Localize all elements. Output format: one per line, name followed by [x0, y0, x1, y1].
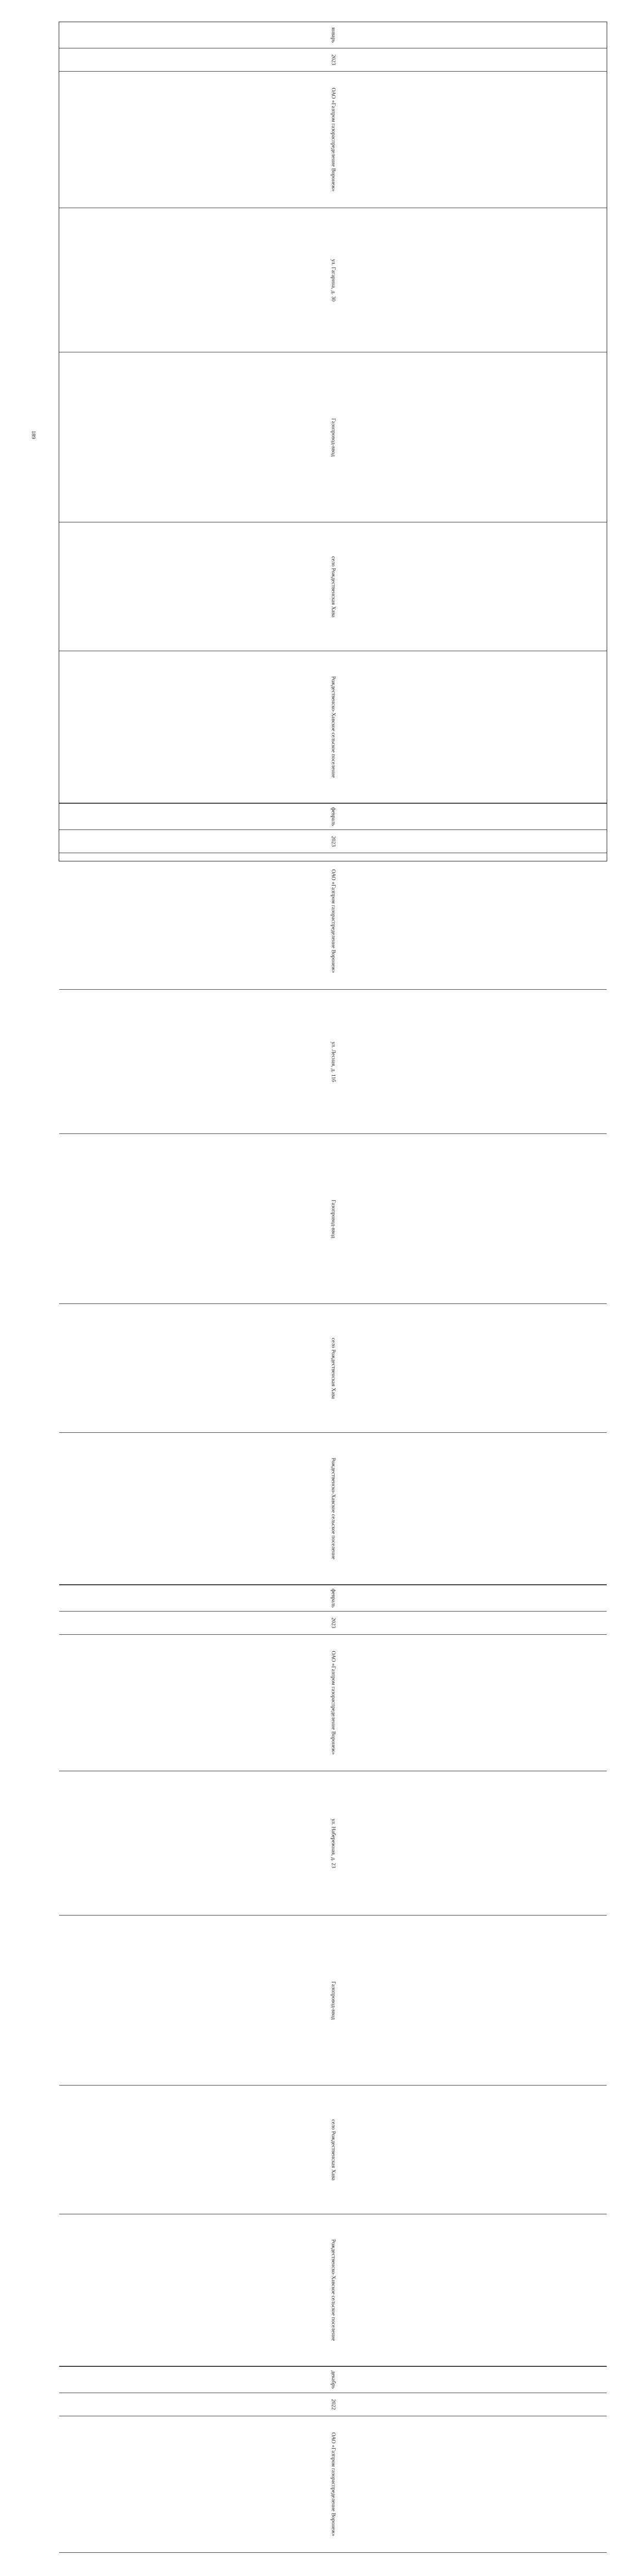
- organization-cell: [59, 71, 607, 208]
- organization-text: ОАО «Газпром газораспределение Воронеж»: [330, 2432, 336, 2536]
- locality-cell: [59, 2085, 607, 2214]
- year-cell: [59, 1611, 607, 1634]
- table-row: [59, 1585, 607, 2367]
- municipality-text: Рождественско-Хавское сельское поселение: [330, 2239, 336, 2341]
- table-row: [59, 22, 607, 804]
- locality-cell: [59, 522, 607, 651]
- month-cell: [59, 804, 607, 829]
- address-text: ул. Гагарина, д. 30: [330, 259, 336, 301]
- object-type-text: Газопровод-ввод: [330, 1981, 336, 2020]
- organization-text: ОАО «Газпром газораспределение Воронеж»: [330, 1651, 336, 1755]
- year-cell: [59, 829, 607, 853]
- month-text: январь: [330, 27, 336, 43]
- object-type-cell: [59, 1915, 607, 2085]
- gas-objects-table: [59, 22, 607, 2536]
- address-cell: [59, 1771, 607, 1915]
- table-row: [59, 804, 607, 1585]
- row-number-cell: [59, 1584, 607, 1585]
- municipality-cell: [59, 1432, 607, 1584]
- address-text: ул. Лесная, д. 11б: [330, 1041, 336, 1082]
- year-text: 2023: [330, 1617, 336, 1629]
- municipality-cell: [59, 651, 607, 803]
- municipality-cell: [59, 2214, 607, 2366]
- object-type-text: Газопровод-ввод: [330, 1199, 336, 1238]
- locality-text: село Рождественская Хава: [330, 556, 336, 617]
- municipality-text: Рождественско-Хавское сельское поселение: [330, 676, 336, 778]
- address-cell: [59, 989, 607, 1133]
- month-text: февраль: [330, 807, 336, 826]
- locality-text: село Рождественская Хава: [330, 1337, 336, 1399]
- organization-text: ОАО «Газпром газораспределение Воронеж»: [330, 869, 336, 973]
- municipality-text: Рождественско-Хавское сельское поселение: [330, 1458, 336, 1560]
- address-cell: [59, 2552, 607, 2576]
- object-type-cell: [59, 352, 607, 522]
- address-cell: [59, 208, 607, 352]
- organization-cell: [59, 853, 607, 989]
- object-type-cell: [59, 1133, 607, 1303]
- organization-cell: [59, 2416, 607, 2552]
- locality-cell: [59, 1303, 607, 1432]
- year-text: 2023: [330, 54, 336, 65]
- table-row: [59, 2367, 607, 2576]
- row-number-text: [330, 1584, 336, 1585]
- organization-text: ОАО «Газпром газораспределение Воронеж»: [330, 88, 336, 192]
- month-cell: [59, 22, 607, 48]
- month-cell: [59, 2367, 607, 2393]
- year-cell: [59, 48, 607, 71]
- month-cell: [59, 1585, 607, 1611]
- locality-text: село Рождественская Хава: [330, 2119, 336, 2180]
- address-text: ул. Набережная, д. 23: [330, 1818, 336, 1868]
- year-text: 2022: [330, 2399, 336, 2410]
- page-number: 189: [30, 430, 37, 439]
- month-text: февраль: [330, 1588, 336, 1608]
- organization-cell: [59, 1634, 607, 1771]
- year-text: 2023: [330, 836, 336, 847]
- object-type-text: Газопровод-ввод: [330, 418, 336, 456]
- month-text: декабрь: [330, 2370, 336, 2389]
- year-cell: [59, 2393, 607, 2416]
